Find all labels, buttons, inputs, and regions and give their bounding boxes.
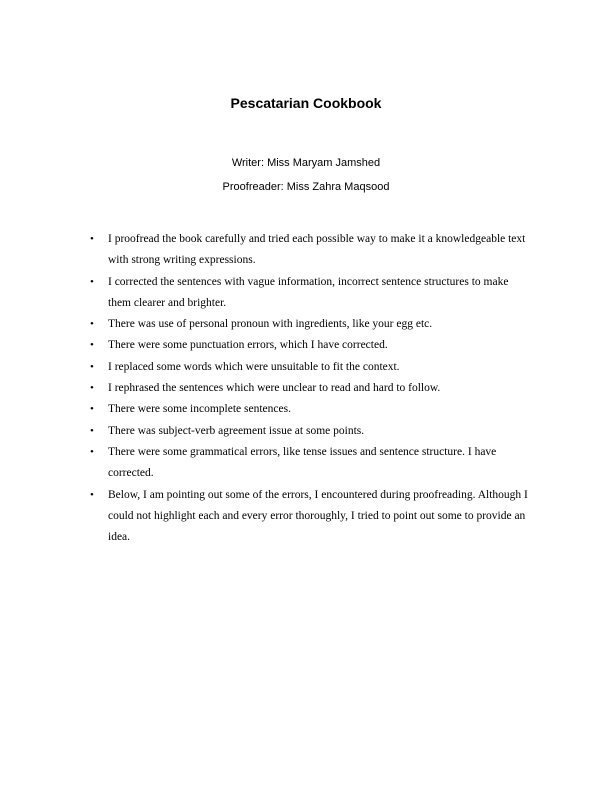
list-item bbox=[90, 485, 530, 549]
bullet-icon: • bbox=[90, 275, 94, 288]
note-text: There were some grammatical errors, like tense issues and sentence structure. I have corrected. bbox=[108, 445, 497, 480]
bullet-icon: • bbox=[90, 445, 94, 458]
list-item bbox=[90, 421, 530, 442]
bullet-icon: • bbox=[90, 233, 94, 245]
proofreading-notes-list bbox=[90, 229, 530, 548]
note-text: There were some incomplete sentences. bbox=[108, 403, 291, 416]
bullet-icon: • bbox=[90, 339, 94, 352]
list-item bbox=[90, 442, 530, 485]
page-title: Pescatarian Cookbook bbox=[230, 95, 382, 111]
note-text: There was subject-verb agreement issue at some points. bbox=[108, 424, 365, 437]
note-text: I replaced some words which were unsuitable to fit the context. bbox=[108, 360, 400, 373]
bullet-icon: • bbox=[90, 360, 94, 373]
list-item bbox=[90, 272, 530, 315]
note-text: I proofread the book carefully and tried each possible way to make it a knowledgeable text with strong writing expressions. bbox=[108, 233, 526, 267]
note-text: I corrected the sentences with vague information, incorrect sentence structures to make them clearer and brighter. bbox=[108, 275, 509, 309]
bullet-icon: • bbox=[90, 488, 94, 501]
list-item bbox=[90, 335, 530, 356]
list-item bbox=[90, 229, 530, 272]
list-item bbox=[90, 399, 530, 420]
bullet-icon: • bbox=[90, 403, 94, 416]
list-item bbox=[90, 357, 530, 378]
note-text: Below, I am pointing out some of the errors, I encountered during proofreading. Although I could not highlight each and every error thoroughly, I tried to point out some to provide an idea. bbox=[108, 488, 528, 544]
list-item bbox=[90, 314, 530, 335]
bullet-icon: • bbox=[90, 382, 94, 395]
bullet-icon: • bbox=[90, 318, 94, 331]
bullet-icon: • bbox=[90, 424, 94, 437]
proofreader-credit: Proofreader: Miss Zahra Maqsood bbox=[222, 181, 390, 193]
note-text: There was use of personal pronoun with ingredients, like your egg etc. bbox=[108, 318, 433, 331]
note-text: There were some punctuation errors, which I have corrected. bbox=[108, 339, 388, 352]
note-text: I rephrased the sentences which were unclear to read and hard to follow. bbox=[108, 382, 441, 395]
list-item bbox=[90, 378, 530, 399]
writer-credit: Writer: Miss Maryam Jamshed bbox=[231, 157, 381, 169]
